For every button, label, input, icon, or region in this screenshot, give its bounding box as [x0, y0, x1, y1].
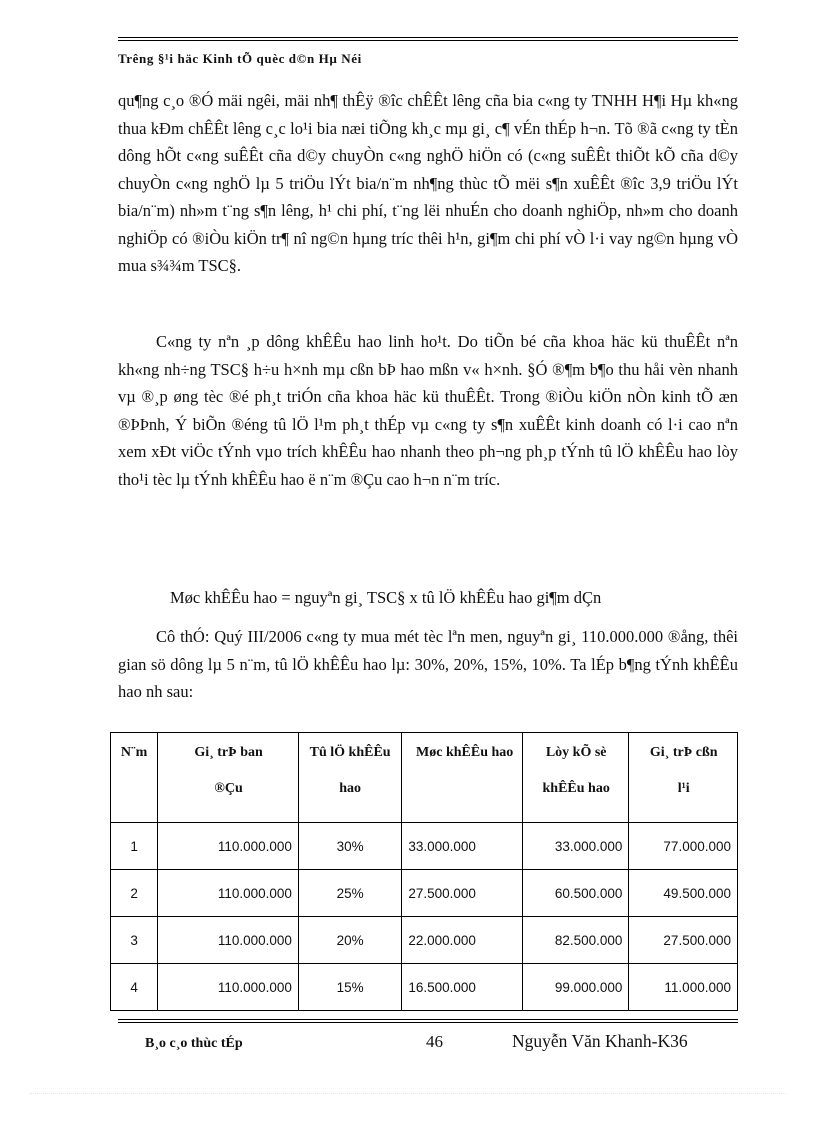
running-header: Trêng §¹i häc Kinh tÕ quèc d©n Hµ Néi: [118, 51, 362, 66]
table-row: [111, 870, 738, 917]
header-accumulated-line1: Lòy kÕ sè: [545, 745, 607, 760]
cell-year: 3: [111, 917, 158, 964]
header-remaining-line2: l¹i: [677, 781, 690, 796]
cell-rate: 20%: [298, 917, 401, 964]
footer-report-title: B¸o c¸o thùc tÉp: [145, 1036, 243, 1051]
cell-depreciation: 33.000.000: [402, 823, 523, 870]
cell-accumulated: 82.500.000: [522, 917, 629, 964]
cell-rate: 25%: [298, 870, 401, 917]
header-original-value: [158, 733, 299, 823]
table-row: [111, 917, 738, 964]
header-remaining: [629, 733, 738, 823]
cell-year: 2: [111, 870, 158, 917]
header-remaining-line1: Gi¸ trÞ cßn: [649, 745, 718, 760]
depreciation-formula: Møc khÊÊu hao = nguyªn gi¸ TSC§ x tû lÖ khÊÊu hao gi¶m dÇn: [170, 588, 602, 607]
header-rule-top: [118, 37, 738, 38]
page-bottom-dotted-line: [30, 1093, 786, 1094]
cell-remaining: 49.500.000: [629, 870, 738, 917]
cell-remaining: 11.000.000: [629, 964, 738, 1011]
depreciation-table: [110, 732, 738, 1011]
cell-remaining: 27.500.000: [629, 917, 738, 964]
cell-original-value: 110.000.000: [158, 870, 299, 917]
header-accumulated: [522, 733, 629, 823]
header-rate-line1: Tû lÖ khÊÊu: [309, 745, 391, 760]
header-year-label: N¨m: [120, 745, 148, 760]
header-original-value-line1: Gi¸ trÞ ban: [194, 745, 263, 760]
header-original-value-line2: ®Çu: [214, 781, 243, 796]
footer-rule-bottom: [118, 1022, 738, 1023]
cell-rate: 15%: [298, 964, 401, 1011]
header-accumulated-line2: khÊÊu hao: [542, 781, 610, 796]
cell-year: 4: [111, 964, 158, 1011]
paragraph-1: qu¶ng c¸o ®Ó mäi ngêi, mäi nh¶ thÊÿ ®îc chÊÊt lêng cña bia c«ng ty TNHH H¶i Hµ kh«ng thua kÐm chÊÊt lêng c¸c lo¹i bia næi tiÕng kh¸c mµ gi¸ c¶ vÉn thÉp h¬n. Tõ ®ã c«ng ty tÈn dông hÕt c«ng suÊÊt cña d©y chuyÒn c«ng nghÖ hiÖn có (c«ng suÊÊt thiÕt kÕ cña d©y chuyÒn c«ng nghÖ lµ 5 triÖu lÝt bia/n¨m nh¶ng thùc tÕ mëi s¶n xuÊÊt ®îc 3,9 triÖu lÝt bia/n¨m) nh»m t¨ng s¶n lêng, h¹ chi phí, t¨ng lëi nhuÉn cho doanh nghiÖp, nh»m cho doanh nghiÖp có ®iÒu kiÖn tr¶ nî ng©n hµng tríc thêi h¹n, gi¶m chi phí vÒ l·i vay ng©n hµng vÒ mua s¾¾m TSC§.: [118, 91, 738, 275]
cell-original-value: 110.000.000: [158, 917, 299, 964]
footer-author: Nguyễn Văn Khanh-K36: [512, 1031, 688, 1051]
footer-rule-top: [118, 1019, 738, 1020]
header-rate-line2: hao: [339, 781, 362, 796]
cell-depreciation: 22.000.000: [402, 917, 523, 964]
cell-depreciation: 27.500.000: [402, 870, 523, 917]
header-depreciation-label: Møc khÊÊu hao: [416, 745, 514, 760]
header-rule-bottom: [118, 40, 738, 41]
cell-remaining: 77.000.000: [629, 823, 738, 870]
page-number: 46: [426, 1032, 443, 1051]
header-rate: [298, 733, 401, 823]
header-year: [111, 733, 158, 823]
table-row: [111, 823, 738, 870]
cell-year: 1: [111, 823, 158, 870]
header-depreciation: [402, 733, 523, 823]
cell-rate: 30%: [298, 823, 401, 870]
table-header-row: [111, 733, 738, 823]
cell-accumulated: 99.000.000: [522, 964, 629, 1011]
paragraph-3: Cô thÓ: Quý III/2006 c«ng ty mua mét tèc lªn men, nguyªn gi¸ 110.000.000 ®ång, thêi gian sö dông lµ 5 n¨m, tû lÖ khÊÊu hao lµ: 30%, 20%, 15%, 10%. Ta lÉp b¶ng tÝnh khÊÊu hao nh sau:: [118, 627, 738, 701]
cell-accumulated: 60.500.000: [522, 870, 629, 917]
cell-original-value: 110.000.000: [158, 823, 299, 870]
table-row: [111, 964, 738, 1011]
cell-depreciation: 16.500.000: [402, 964, 523, 1011]
paragraph-2: C«ng ty nªn ¸p dông khÊÊu hao linh ho¹t. Do tiÕn bé cña khoa häc kü thuÊÊt nªn kh«ng nh÷ng TSC§ h÷u h×nh mµ cßn bÞ hao mßn v« h×nh. §Ó ®¶m b¶o thu håi vèn nhanh vµ ®¸p øng tèc ®é ph¸t triÓn cña khoa häc kü thuÊÊt. Trong ®iÒu kiÖn nÒn kinh tÕ æn ®ÞÞnh, Ý biÕn ®éng tû lÖ l¹m ph¸t thÉp vµ c«ng ty s¶n xuÊÊt kinh doanh có l·i cao nªn xem xÐt viÖc tÝnh vµo trích khÊÊu hao nhanh theo ph¬ng ph¸p tÝnh tû lÖ khÊÊu hao lòy tho¹i tèc lµ tÝnh khÊÊu hao ë n¨m ®Çu cao h¬n n¨m tríc.: [118, 332, 738, 489]
cell-original-value: 110.000.000: [158, 964, 299, 1011]
cell-accumulated: 33.000.000: [522, 823, 629, 870]
